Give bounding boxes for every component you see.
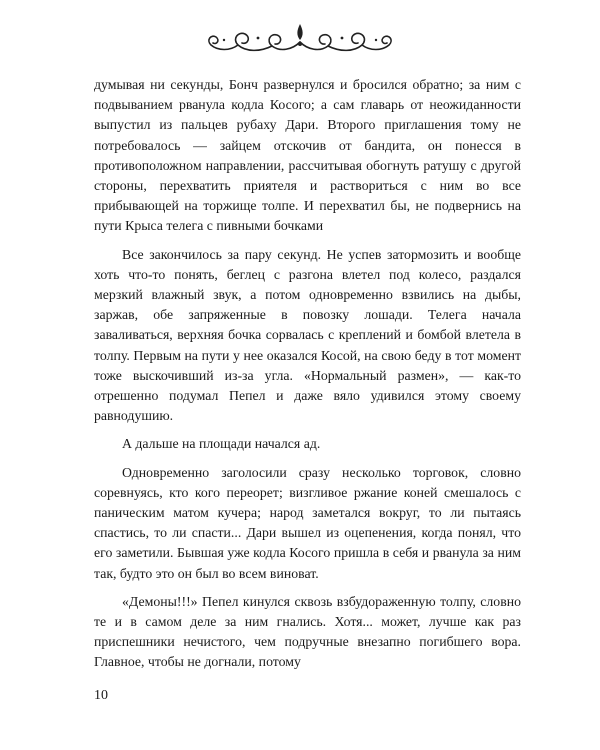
- paragraph-2: Все закончилось за пару секунд. Не успев затормозить и вообще хоть что-то понять, беглец с разгона влетел под колесо, раздался мерзкий влажный звук, а потом одновременно взвились на дыбы, заржав, обе запряженные в повозку лошади. Телега начала заваливаться, верхняя бочка сорвалась с креплений и бомбой влетела в толпу. Первым на пути у нее оказался Косой, на свою беду в тот момент тоже выскочивший из-за угла. «Нормальный размен», — как-то отрешенно подумал Пепел и даже вяло удивился этому своему равнодушию.: [94, 246, 521, 424]
- page-number: 10: [94, 688, 108, 703]
- body-text: [94, 75, 521, 673]
- paragraph-1: думывая ни секунды, Бонч развернулся и бросился обратно; за ним с подвыванием рванула кодла Косого; а сам главарь от неожиданности выпустил из пальцев рубаху Дари. Второго приглашения тому не потребовалось — зайцем отскочив от бандита, он понесся в противоположном направлении, рассчитывая обогнуть ратушу с другой стороны, перехватить приятеля и раствориться с ним во все прибывающей на торжище толпе. И перехватил бы, не подвернись на пути Крыса телега с пивными бочками: [94, 77, 521, 234]
- header-ornament-icon: [200, 18, 400, 62]
- paragraph-5: «Демоны!!!» Пепел кинулся сквозь взбудораженную толпу, словно те и в самом деле за ним гнались. Хотя... может, лучше как раз приспешники нечистого, чем подручные внезапно погибшего вора. Главное, чтобы не догнали, потому: [94, 593, 521, 670]
- paragraph-4: Одновременно заголосили сразу несколько торговок, словно соревнуясь, кто кого переорет; визгливое ржание коней смешалось с паническим матом кучера; народ заметался вокруг, то ли пытаясь спастись, то ли спасти... Дари вышел из оцепенения, когда понял, что его заметили. Бывшая уже кодла Косого пришла в себя и рванула за ним так, будто это он был во всем виноват.: [94, 464, 521, 581]
- paragraph-3: А дальше на площади начался ад.: [122, 436, 321, 452]
